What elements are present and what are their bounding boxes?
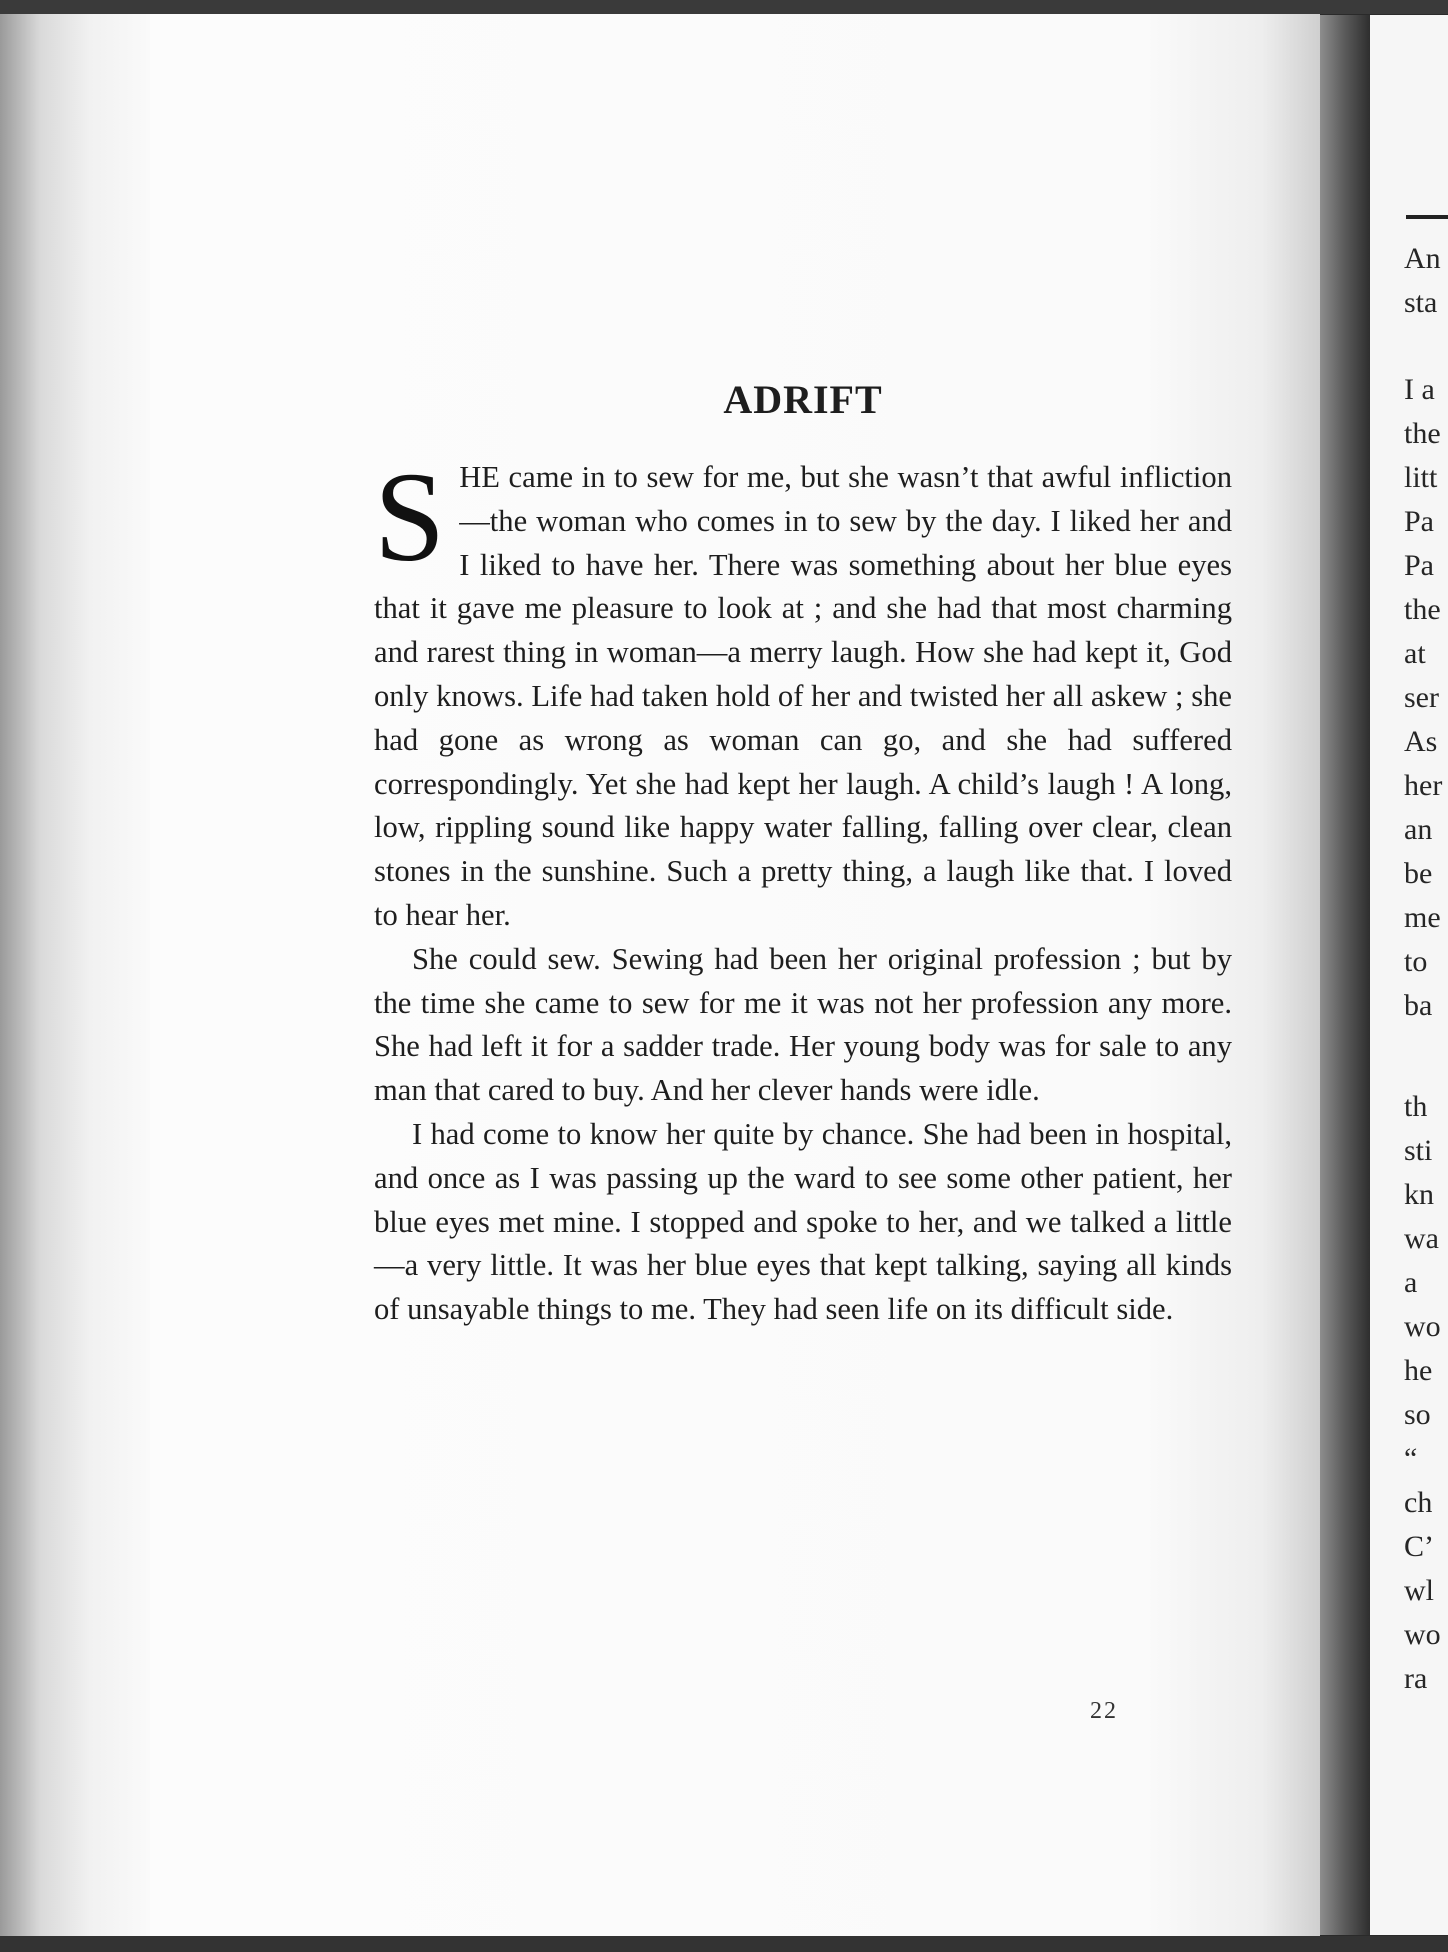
facing-page-line: kn — [1404, 1178, 1434, 1211]
facing-page-line: to — [1404, 945, 1428, 978]
facing-page-line: wa — [1404, 1222, 1439, 1255]
facing-page-line: be — [1404, 857, 1433, 890]
facing-page-line: wo — [1404, 1310, 1441, 1343]
facing-page-line: me — [1404, 901, 1441, 934]
facing-page-line: he — [1404, 1354, 1433, 1387]
paragraph-1-text: HE came in to sew for me, but she wasn’t that awful infliction—the woman who comes in to sew by the day. I liked her and I liked to have her. There was something about her blue eyes that it gave me pleasure to look at ; and she had that most charming and rarest thing in woman—a merry laugh. How she had kept it, God only knows. Life had taken hold of her and twisted her all askew ; she had gone as wrong as woman can go, and she had suffered correspondingly. Yet she had kept her laugh. A child’s laugh ! A long, low, rippling sound like happy water falling, falling over clear, clean stones in the sunshine. Such a pretty thing, a laugh like that. I loved to hear her. — [374, 460, 1232, 932]
facing-page-line: her — [1404, 769, 1443, 802]
facing-page-line: th — [1404, 1090, 1428, 1123]
page-text-block — [374, 376, 1232, 1332]
facing-page-line: sti — [1404, 1134, 1433, 1167]
facing-page-line: so — [1404, 1398, 1431, 1431]
facing-page-line: ch — [1404, 1486, 1433, 1519]
scan-bottom-border — [0, 1936, 1448, 1952]
facing-page-line: Pa — [1404, 505, 1434, 538]
drop-cap: S — [374, 446, 446, 588]
facing-page-line: ser — [1404, 681, 1439, 714]
facing-page-line: As — [1404, 725, 1438, 758]
facing-page-line: wl — [1404, 1574, 1434, 1607]
facing-page-line: the — [1404, 593, 1441, 626]
page-number: 22 — [1090, 1698, 1118, 1724]
facing-page-line: Pa — [1404, 549, 1434, 582]
facing-page-line: wo — [1404, 1618, 1441, 1651]
facing-page-line: I a — [1404, 373, 1435, 406]
facing-page-line: an — [1404, 813, 1433, 846]
paragraph-2: She could sew. Sewing had been her original profession ; but by the time she came to sew for me it was not her profession any more. She had left it for a sadder trade. Her young body was for sale to any man that cared to buy. And her clever hands were idle. — [374, 941, 1232, 1108]
facing-page — [1370, 15, 1448, 1935]
paragraph-1 — [374, 446, 1232, 938]
facing-page-rule — [1406, 215, 1448, 219]
facing-page-line: An — [1404, 242, 1441, 275]
facing-page-line: at — [1404, 637, 1426, 670]
facing-page-line: sta — [1404, 286, 1438, 319]
facing-page-line: “ — [1404, 1442, 1418, 1475]
chapter-title: ADRIFT — [723, 377, 883, 422]
page-stack-edge — [0, 0, 150, 1952]
facing-page-line: ba — [1404, 989, 1433, 1022]
facing-page-line: C’ — [1404, 1530, 1434, 1563]
facing-page-line: litt — [1404, 461, 1438, 494]
paragraph-3: I had come to know her quite by chance. She had been in hospital, and once as I was passing up the ward to see some other patient, her blue eyes met mine. I stopped and spoke to her, and we talked a little—a very little. It was her blue eyes that kept talking, saying all kinds of unsayable things to me. They had seen life on its difficult side. — [374, 1116, 1232, 1327]
facing-page-line: ra — [1404, 1662, 1428, 1695]
book-gutter — [1320, 15, 1370, 1935]
facing-page-line: a — [1404, 1266, 1418, 1299]
scan-top-border — [0, 0, 1448, 14]
facing-page-line: the — [1404, 417, 1441, 450]
